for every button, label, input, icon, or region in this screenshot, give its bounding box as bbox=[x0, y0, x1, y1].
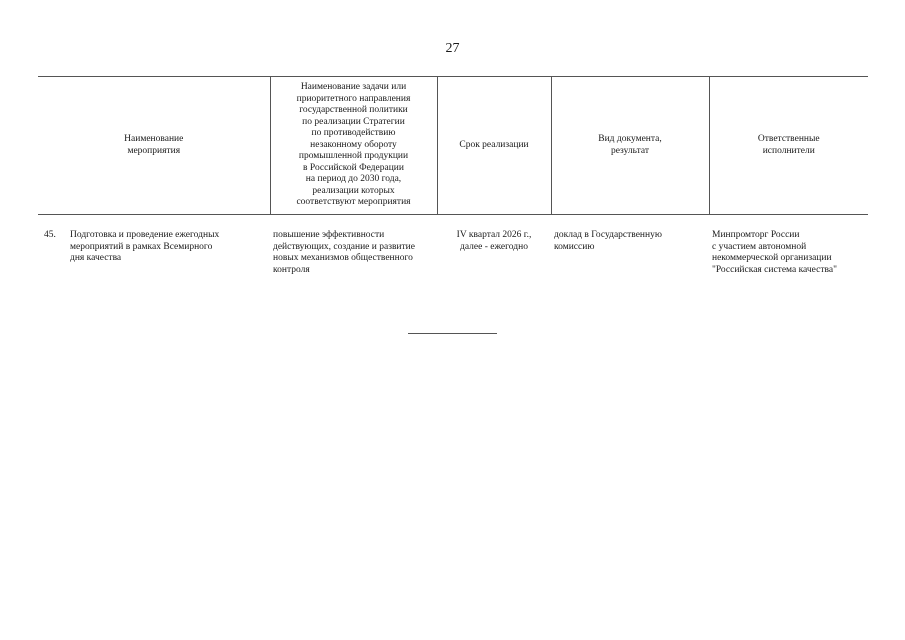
row-number: 45. bbox=[44, 230, 56, 240]
header-event: Наименование мероприятия bbox=[38, 77, 270, 215]
header-executors: Ответственные исполнители bbox=[709, 77, 868, 215]
table-row bbox=[38, 215, 868, 281]
page-number: 27 bbox=[445, 41, 460, 56]
table-header-row bbox=[38, 77, 868, 215]
cell-document: доклад в Государственную комиссию bbox=[554, 230, 662, 252]
cell-event bbox=[38, 215, 270, 281]
cell-task: повышение эффективности действующих, создание и развитие новых механизмов общественного контроля bbox=[273, 230, 415, 275]
end-of-document-rule bbox=[408, 333, 497, 334]
cell-deadline: IV квартал 2026 г., далее - ежегодно bbox=[456, 230, 532, 252]
header-document: Вид документа, результат bbox=[551, 77, 709, 215]
header-deadline: Срок реализации bbox=[437, 77, 551, 215]
cell-executors: Минпромторг России с участием автономной некоммерческой организации "Российская система качества" bbox=[712, 230, 837, 275]
event-text: Подготовка и проведение ежегодных мероприятий в рамках Всемирного дня качества bbox=[70, 230, 220, 263]
header-task: Наименование задачи или приоритетного направления государственной политики по реализации Стратегии по противодействию незаконному обороту промышленной продукции в Российской Федерации на период до 2030 года, реализации которых соответствуют мероприятия bbox=[270, 77, 437, 215]
activities-table bbox=[38, 76, 868, 280]
